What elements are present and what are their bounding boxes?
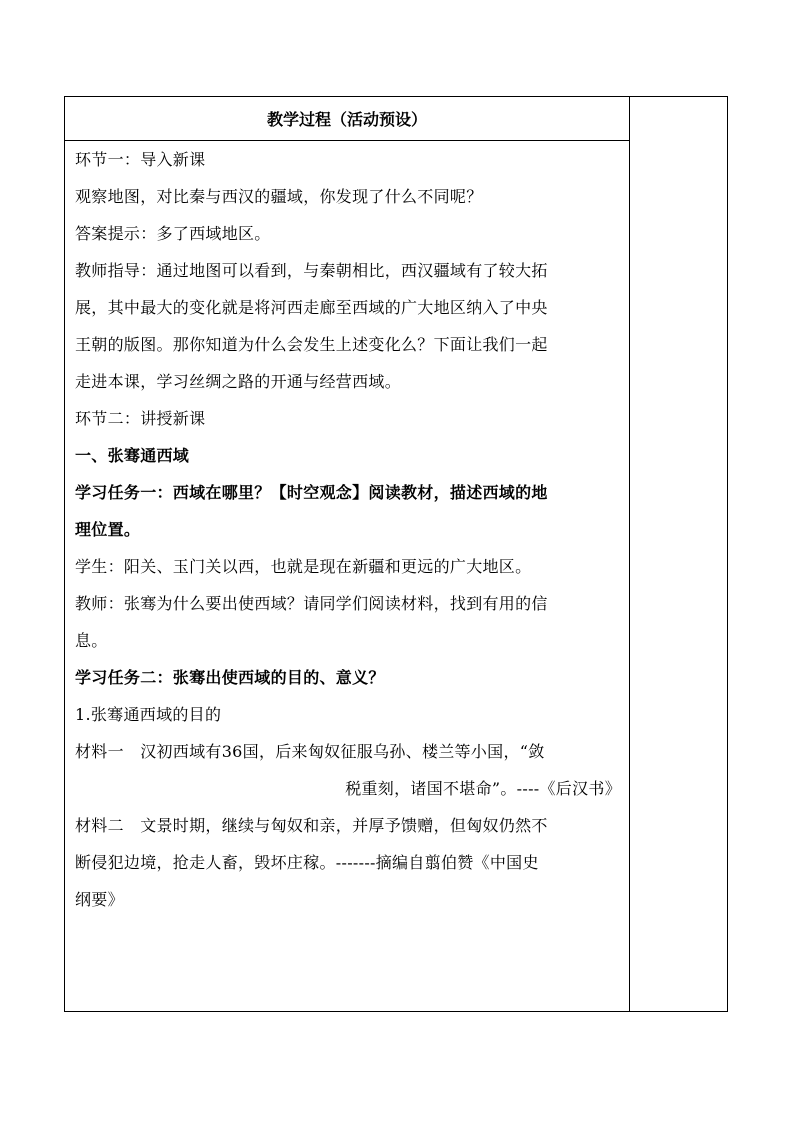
section-label: 环节二：讲授新课 [75, 409, 206, 428]
material-source: 税重刻，诸国不堪命”。----《后汉书》 [345, 779, 621, 798]
paragraph-line: 息。 [75, 631, 108, 650]
table-header-title: 教学过程（活动预设） [266, 110, 427, 129]
material-line: 材料二 文景时期，继续与匈奴和亲，并厚予馈赠，但匈奴仍然不 [75, 816, 548, 835]
material-line: 纲要》 [75, 890, 124, 909]
column-divider [629, 97, 630, 1011]
paragraph-line: 教师：张骞为什么要出使西域？请同学们阅读材料，找到有用的信 [75, 594, 548, 613]
section-label: 环节一：导入新课 [75, 150, 206, 169]
paragraph-line: 走进本课，学习丝绸之路的开通与经营西域。 [75, 372, 402, 391]
paragraph-line: 王朝的版图。那你知道为什么会发生上述变化么？下面让我们一起 [75, 335, 548, 354]
task-heading: 学习任务二：张骞出使西域的目的、意义？ [75, 668, 385, 687]
paragraph-line: 学生：阳关、玉门关以西，也就是现在新疆和更远的广大地区。 [75, 557, 532, 576]
lesson-content [75, 141, 623, 918]
paragraph-line: 观察地图，对比秦与西汉的疆域，你发现了什么不同呢？ [75, 187, 483, 206]
task-heading: 学习任务一：西域在哪里？【时空观念】阅读教材，描述西域的地 [75, 483, 548, 502]
paragraph-line: 答案提示：多了西域地区。 [75, 224, 271, 243]
subheading: 1.张骞通西域的目的 [75, 705, 222, 724]
paragraph-line: 教师指导：通过地图可以看到，与秦朝相比，西汉疆域有了较大拓 [75, 261, 548, 280]
lesson-table [64, 96, 728, 1012]
task-heading: 理位置。 [75, 520, 141, 539]
material-line: 断侵犯边境，抢走人畜，毁坏庄稼。-------摘编自翦伯赞《中国史 [75, 853, 539, 872]
paragraph-line: 展，其中最大的变化就是将河西走廊至西域的广大地区纳入了中央 [75, 298, 548, 317]
material-line: 材料一 汉初西域有36国，后来匈奴征服乌孙、楼兰等小国，“敛 [75, 742, 545, 761]
section-heading: 一、张骞通西域 [75, 446, 190, 465]
